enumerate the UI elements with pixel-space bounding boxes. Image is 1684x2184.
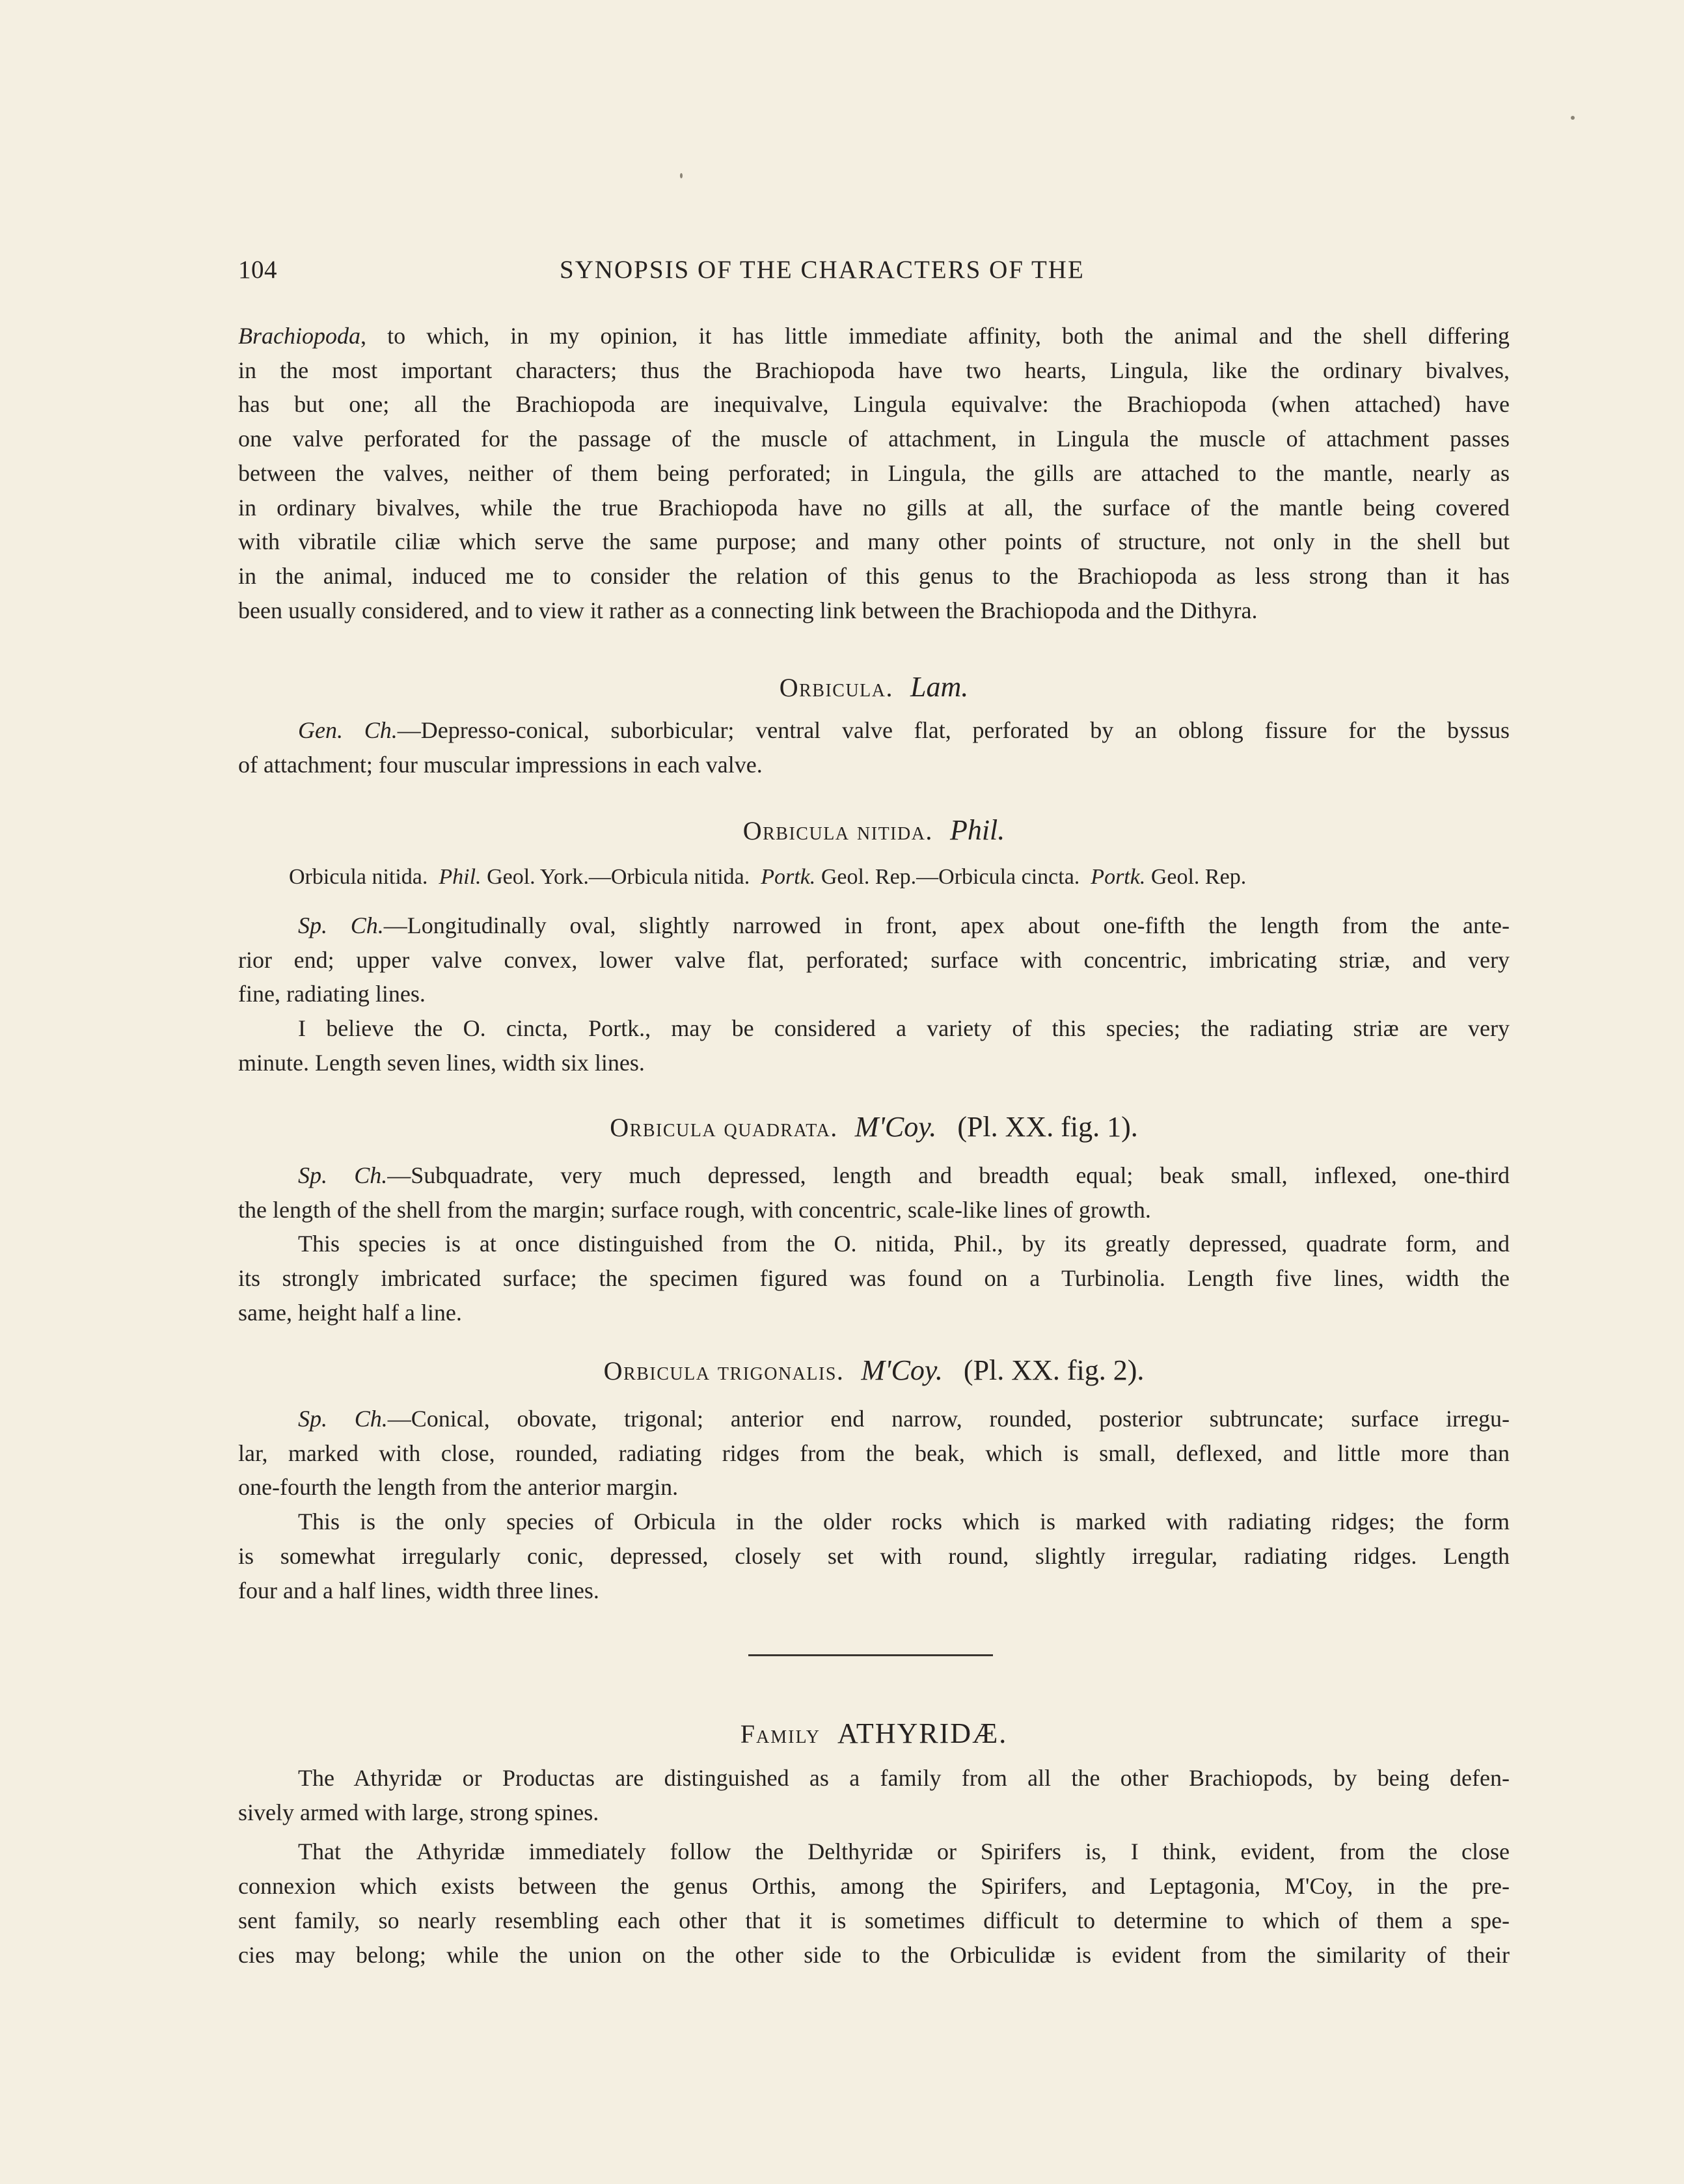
syn-ref: Geol. Rep. (1150, 865, 1247, 889)
line-text: —Longitudinally oval, slightly narrowed in front, apex about one-fifth the length from the ante- (383, 912, 1510, 938)
text-line: This is the only species of Orbicula in the older rocks which is marked with radiating ridges; the form (298, 1508, 1510, 1535)
line-text: —Depresso-conical, suborbicular; ventral valve flat, perforated by an oblong fissure for the byssus (397, 717, 1510, 743)
text-line: same, height half a line. (238, 1299, 462, 1326)
text-line: with vibratile ciliæ which serve the same purpose; and many other points of structure, not only in the shell but (238, 528, 1510, 555)
genus-name: Orbicula. (779, 673, 894, 702)
text-line: in the animal, induced me to consider the relation of this genus to the Brachiopoda as less strong than it has (238, 562, 1510, 589)
plate-reference: (Pl. XX. fig. 2). (963, 1354, 1145, 1386)
label-sp-ch: Sp. Ch. (298, 1406, 388, 1432)
species-author: M'Coy. (861, 1354, 943, 1386)
species-name: Orbicula trigonalis. (603, 1356, 845, 1385)
trigonalis-description (238, 1402, 1510, 1607)
text-line: This species is at once distinguished from the O. nitida, Phil., by its greatly depressed, quadrate form, and (298, 1231, 1510, 1257)
text-line: That the Athyridæ immediately follow the Delthyridæ or Spirifers is, I think, evident, from the close (298, 1838, 1510, 1865)
species-heading-quadrata (238, 1110, 1510, 1143)
family-name: ATHYRIDÆ. (837, 1717, 1008, 1749)
species-name: Orbicula quadrata. (610, 1113, 838, 1142)
text-line: been usually considered, and to view it rather as a connecting link between the Brachiopoda and the Dithyra. (238, 597, 1258, 623)
text-line (238, 713, 1510, 748)
text-line: The Athyridæ or Productas are distinguished as a family from all the other Brachiopods, by being defen- (298, 1765, 1510, 1791)
synonymy-line (289, 862, 1460, 893)
text-line: connexion which exists between the genus Orthis, among the Spirifers, and Leptagonia, M'Coy, in the pre- (238, 1873, 1510, 1900)
syn-ref: Geol. Rep. (821, 865, 917, 889)
genus-heading (238, 670, 1510, 703)
family-heading (238, 1717, 1510, 1750)
line-text: —Conical, obovate, trigonal; anterior end narrow, rounded, posterior subtruncate; surface irregu- (387, 1406, 1510, 1432)
nitida-description (238, 908, 1510, 1080)
text-line: minute. Length seven lines, width six lines. (238, 1049, 645, 1076)
species-author: Phil. (949, 814, 1005, 846)
label-sp-ch: Sp. Ch. (298, 1162, 388, 1188)
text-line: sent family, so nearly resembling each other that it is sometimes difficult to determine to which of them a spe- (238, 1907, 1510, 1933)
syn-author: Portk. (761, 865, 816, 889)
text-line: one valve perforated for the passage of the muscle of attachment, in Lingula the muscle of attachment passes (238, 426, 1510, 452)
syn-name: —Orbicula nitida. (588, 865, 750, 889)
text-line: its strongly imbricated surface; the specimen figured was found on a Turbinolia. Length five lines, width the (238, 1265, 1510, 1292)
syn-ref: Geol. York. (487, 865, 589, 889)
syn-name: Orbicula nitida. (289, 865, 428, 889)
syn-author: Phil. (439, 865, 482, 889)
text-line (238, 908, 1510, 943)
running-title: SYNOPSIS OF THE CHARACTERS OF THE (560, 256, 1085, 284)
text-line: rior end; upper valve convex, lower valve flat, perforated; surface with concentric, imbricating striæ, and very (238, 946, 1510, 973)
text-line: of attachment; four muscular impressions in each valve. (238, 751, 763, 778)
species-author: M'Coy. (854, 1111, 937, 1143)
text-line: is somewhat irregularly conic, depressed, closely set with round, slightly irregular, radiating ridges. Length (238, 1542, 1510, 1569)
quadrata-description (238, 1158, 1510, 1330)
text-line: cies may belong; while the union on the other side to the Orbiculidæ is evident from the similarity of their (238, 1941, 1510, 1968)
italic-term: Brachiopoda (238, 323, 360, 349)
text-line: in ordinary bivalves, while the true Brachiopoda have no gills at all, the surface of the mantle being covered (238, 494, 1510, 521)
genus-author: Lam. (910, 671, 969, 703)
species-name: Orbicula nitida. (742, 816, 933, 845)
text-line (238, 1402, 1510, 1436)
page-number: 104 (238, 256, 277, 284)
text-line: lar, marked with close, rounded, radiating ridges from the beak, which is small, deflexed, and little more than (238, 1440, 1510, 1466)
intro-paragraph (238, 319, 1510, 627)
text-line (238, 1158, 1510, 1193)
section-divider (748, 1654, 993, 1656)
paper-speck (1571, 116, 1575, 120)
text-line: I believe the O. cincta, Portk., may be considered a variety of this species; the radiating striæ are very (298, 1015, 1510, 1042)
text-line: four and a half lines, width three lines. (238, 1577, 599, 1604)
label-gen-ch: Gen. Ch. (298, 717, 398, 743)
text-line: in the most important characters; thus the Brachiopoda have two hearts, Lingula, like the ordinary bivalves, (238, 357, 1510, 383)
text-line: sively armed with large, strong spines. (238, 1799, 599, 1825)
text-line: fine, radiating lines. (238, 981, 426, 1007)
label-sp-ch: Sp. Ch. (298, 912, 384, 938)
syn-name: —Orbicula cincta. (916, 865, 1080, 889)
text-line: has but one; all the Brachiopoda are inequivalve, Lingula equivalve: the Brachiopoda (when attached) have (238, 391, 1510, 418)
text-line (238, 319, 1510, 353)
family-text (238, 1761, 1510, 1972)
species-heading-nitida (238, 813, 1510, 847)
text-line: the length of the shell from the margin; surface rough, with concentric, scale-like lines of growth. (238, 1196, 1151, 1223)
text-line: one-fourth the length from the anterior margin. (238, 1474, 679, 1501)
line-text: —Subquadrate, very much depressed, length and breadth equal; beak small, inflexed, one-third (387, 1162, 1510, 1188)
genus-characters (238, 713, 1510, 782)
family-label: Family (740, 1719, 821, 1749)
syn-author: Portk. (1091, 865, 1146, 889)
plate-reference: (Pl. XX. fig. 1). (957, 1111, 1138, 1143)
paper-speck (680, 173, 683, 178)
species-heading-trigonalis (238, 1354, 1510, 1387)
text-line: between the valves, neither of them being perforated; in Lingula, the gills are attached to the mantle, nearly as (238, 459, 1510, 486)
line-text: , to which, in my opinion, it has little immediate affinity, both the animal and the shell differing (360, 323, 1510, 349)
